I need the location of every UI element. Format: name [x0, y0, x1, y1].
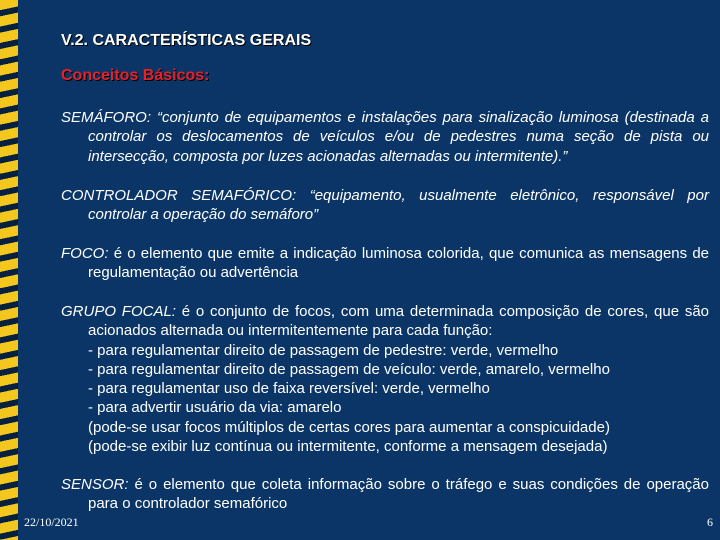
def-grupo-focal: é o conjunto de focos, com uma determinada composição de cores, que são acionados alternada ou intermitentemente para cada função:: [88, 303, 710, 340]
term-semaforo: SEMÁFORO:: [61, 109, 152, 126]
term-foco: FOCO:: [61, 245, 109, 262]
list-item: - para regulamentar uso de faixa reversível: verde, vermelho: [88, 380, 490, 398]
def-semaforo: “conjunto de equipamentos e instalações para sinalização luminosa (destinada a controlar os deslocamentos de veículos e/ou de pedestres numa seção de pista ou intersecção, composta por luzes acionadas alternadas ou intermitente).”: [88, 109, 709, 165]
def-controlador: “equipamento, usualmente eletrônico, responsável por controlar a operação do semáforo”: [88, 187, 709, 224]
definition-sensor: [61, 475, 709, 514]
list-item: (pode-se exibir luz contínua ou intermitente, conforme a mensagem desejada): [88, 438, 608, 456]
term-grupo-focal: GRUPO FOCAL:: [61, 303, 176, 320]
list-item: (pode-se usar focos múltiplos de certas cores para aumentar a conspicuidade): [88, 418, 610, 436]
list-item: - para regulamentar direito de passagem de pedestre: verde, vermelho: [88, 341, 559, 359]
definition-controlador: [61, 186, 709, 225]
definition-grupo-focal: [61, 302, 709, 456]
footer-date: 22/10/2021: [24, 515, 79, 529]
def-foco: é o elemento que emite a indicação luminosa colorida, que comunica as mensagens de regulamentação ou advertência: [88, 245, 709, 282]
definition-semaforo: [61, 108, 709, 166]
term-sensor: SENSOR:: [61, 476, 129, 493]
decorative-left-stripe: [0, 0, 18, 540]
page-number: 6: [707, 515, 713, 529]
definition-foco: [61, 244, 709, 283]
term-controlador: CONTROLADOR SEMAFÓRICO:: [61, 187, 297, 204]
list-item: - para regulamentar direito de passagem de veículo: verde, amarelo, vermelho: [88, 360, 610, 378]
list-item: - para advertir usuário da via: amarelo: [88, 399, 342, 417]
def-sensor: é o elemento que coleta informação sobre o tráfego e suas condições de operação para o controlador semafórico: [88, 476, 709, 513]
slide-title: V.2. CARACTERÍSTICAS GERAIS: [61, 32, 312, 49]
slide-subtitle: Conceitos Básicos:: [61, 67, 210, 84]
